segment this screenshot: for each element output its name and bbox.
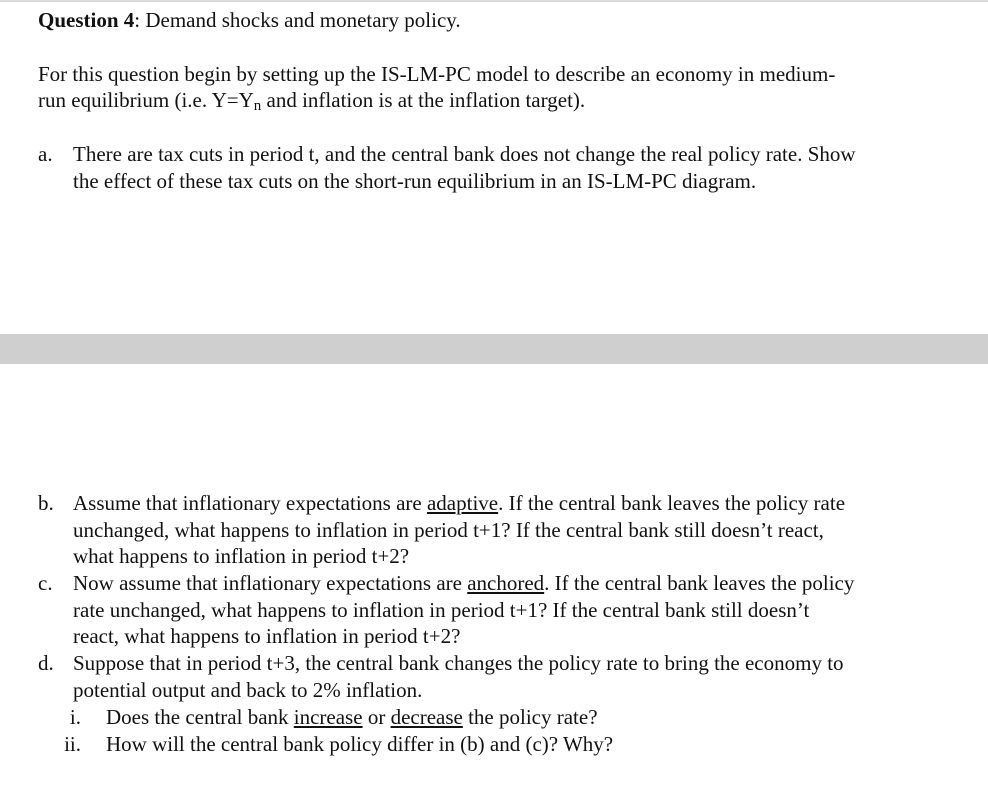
- part-d-sub-i: [56, 704, 598, 730]
- part-b-line-1: [73, 490, 958, 517]
- sub-ii-text: How will the central bank policy differ in (b) and (c)? Why?: [106, 732, 614, 756]
- sub-i-text-end: the policy rate?: [462, 705, 598, 729]
- part-c-line-3: react, what happens to inflation in period t+2?: [73, 624, 461, 648]
- part-c-line-2: rate unchanged, what happens to inflation in period t+1? If the central bank still doesn’t: [73, 597, 810, 622]
- part-c-line-1: [73, 570, 958, 597]
- intro-line-2-end: and inflation is at the inflation target).: [261, 88, 586, 112]
- part-a-line-2: the effect of these tax cuts on the short-run equilibrium in an IS-LM-PC diagram.: [73, 168, 757, 193]
- top-divider: [0, 0, 988, 2]
- part-d-line-2: potential output and back to 2% inflation.: [73, 677, 423, 702]
- sub-i-marker: i.: [69, 705, 81, 729]
- part-d-line-1: Suppose that in period t+3, the central bank changes the policy rate to bring the economy to: [73, 651, 844, 675]
- part-a-marker: a.: [38, 142, 53, 166]
- part-c-line-1-start: Now assume that inflationary expectations are: [73, 571, 468, 595]
- page-break-band: [0, 334, 988, 364]
- part-c-marker: c.: [38, 571, 53, 595]
- part-b-line-3: what happens to inflation in period t+2?: [73, 544, 410, 568]
- part-c: [38, 570, 958, 650]
- adaptive-term: adaptive: [426, 491, 499, 515]
- part-d-sub-ii: [56, 731, 613, 757]
- intro-line-2: [38, 87, 938, 116]
- part-b-line-2: unchanged, what happens to inflation in period t+1? If the central bank still doesn’t react,: [73, 517, 824, 542]
- part-b-line-1-end: . If the central bank leaves the policy rate: [498, 491, 846, 515]
- part-b: [38, 490, 958, 570]
- part-d: [38, 650, 958, 703]
- question-heading: [38, 6, 461, 34]
- question-title: : Demand shocks and monetary policy.: [134, 8, 461, 32]
- part-a-line-1: There are tax cuts in period t, and the central bank does not change the real policy rate. Show: [73, 142, 856, 166]
- sub-ii-marker: ii.: [64, 732, 81, 756]
- intro-paragraph: [38, 61, 938, 116]
- anchored-term: anchored: [467, 571, 545, 595]
- sub-i-or: or: [362, 705, 391, 729]
- sub-i-text-start: Does the central bank: [106, 705, 294, 729]
- part-b-line-1-start: Assume that inflationary expectations are: [73, 491, 427, 515]
- increase-term: increase: [293, 705, 363, 729]
- part-a: [38, 141, 958, 194]
- intro-line-1: For this question begin by setting up the IS-LM-PC model to describe an economy in medium-: [38, 62, 836, 86]
- intro-line-2-start: run equilibrium (i.e. Y=Y: [38, 88, 254, 112]
- part-b-marker: b.: [38, 491, 54, 515]
- part-d-marker: d.: [38, 651, 54, 675]
- subscript-n: n: [253, 98, 262, 114]
- decrease-term: decrease: [390, 705, 463, 729]
- question-label: Question 4: [38, 8, 135, 32]
- part-c-line-1-end: . If the central bank leaves the policy: [544, 571, 855, 595]
